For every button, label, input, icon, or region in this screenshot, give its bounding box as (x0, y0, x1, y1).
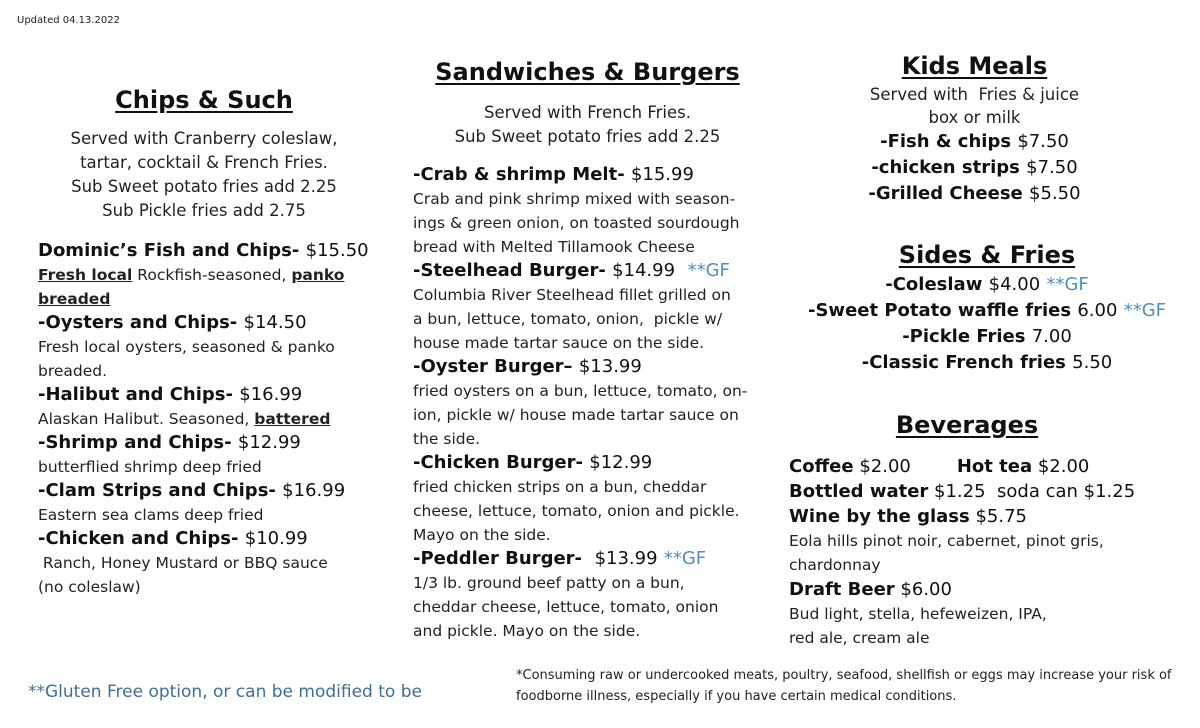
beverage-price: $2.00 (859, 456, 911, 477)
menu-item-title (38, 479, 398, 503)
beverage-row (789, 577, 1189, 602)
menu-item-name: -Shrimp and Chips- (38, 432, 232, 453)
menu-item-desc (38, 407, 398, 431)
chips-intro-line: tartar, cocktail & French Fries. (80, 153, 328, 172)
menu-item-price: 5.50 (1072, 352, 1113, 373)
menu-item-price: $14.50 (243, 312, 307, 333)
chips-intro-line: Sub Pickle fries add 2.75 (102, 201, 306, 220)
desc-line: chardonnay (789, 556, 881, 574)
desc-emphasis: battered (254, 410, 331, 428)
kids-heading: Kids Meals (901, 52, 1048, 80)
kids-item (797, 129, 1152, 155)
menu-item-price: $5.50 (1029, 183, 1081, 204)
menu-item-price: $16.99 (282, 480, 346, 501)
desc-line: Crab and pink shrimp mixed with season- (413, 190, 736, 208)
advisory-line: foodborne illness, especially if you have certain medical conditions. (516, 689, 957, 704)
gluten-free-badge: **GF (663, 548, 707, 569)
gluten-free-badge: **GF (687, 260, 730, 281)
beverage-desc (789, 602, 1189, 650)
menu-item-name: -Clam Strips and Chips- (38, 480, 276, 501)
gluten-free-badge: **GF (1046, 274, 1089, 295)
desc-line: cheddar cheese, lettuce, tomato, onion (413, 598, 719, 616)
menu-item-desc: butterflied shrimp deep fried (38, 458, 262, 476)
sandwiches-intro-line: Served with French Fries. (483, 103, 692, 122)
desc-line: the side. (413, 430, 481, 448)
desc-line: Columbia River Steelhead fillet grilled on (413, 286, 731, 304)
sides-item (797, 272, 1177, 298)
menu-item-name: -chicken strips (871, 157, 1020, 178)
desc-line: a bun, lettuce, tomato, onion, pickle w/ (413, 310, 723, 328)
menu-item-name: -Chicken and Chips- (38, 528, 239, 549)
menu-item-title (38, 527, 398, 551)
menu-item-desc (413, 187, 781, 259)
sandwiches-intro (415, 101, 760, 149)
menu-item-name: -Fish & chips (880, 131, 1012, 152)
beverage-name: Bottled water (789, 481, 929, 502)
beverage-desc (789, 529, 1189, 577)
menu-item-name: -Classic French fries (861, 352, 1066, 373)
sides-item (797, 324, 1177, 350)
desc-line: house made tartar sauce on the side. (413, 334, 705, 352)
beverages-list (789, 454, 1189, 650)
menu-item-price: 7.00 (1031, 326, 1072, 347)
menu-item-price: $7.50 (1026, 157, 1078, 178)
desc-line: Fresh local oysters, seasoned & panko (38, 338, 335, 356)
menu-item-name: Dominic’s Fish and Chips- (38, 240, 300, 261)
menu-item-price: $4.00 (988, 274, 1041, 295)
menu-item-price: 6.00 (1077, 300, 1118, 321)
menu-item-title (38, 311, 398, 335)
beverage-soda: soda can $1.25 (997, 481, 1136, 502)
menu-item-price: $15.50 (305, 240, 369, 261)
beverage-name: Wine by the glass (789, 506, 970, 527)
beverages-heading: Beverages (895, 411, 1039, 439)
beverage-name: Hot tea (956, 456, 1033, 477)
kids-item (797, 181, 1152, 207)
desc-text: Rockfish-seasoned, (132, 266, 292, 284)
menu-item-desc (38, 335, 398, 383)
gluten-free-note: **Gluten Free option, or can be modified to be (28, 682, 422, 702)
beverage-name: Draft Beer (789, 579, 895, 600)
menu-item-desc (413, 379, 781, 451)
kids-item (797, 155, 1152, 181)
sides-item (797, 350, 1177, 376)
beverage-price: $6.00 (900, 579, 952, 600)
chips-intro-line: Served with Cranberry coleslaw, (70, 129, 338, 148)
desc-emphasis: panko (291, 266, 345, 284)
menu-item-price: $10.99 (244, 528, 308, 549)
menu-item-price: $13.99 (578, 356, 642, 377)
menu-item-title (38, 383, 398, 407)
desc-line: Mayo on the side. (413, 526, 551, 544)
chips-menu-list (38, 239, 398, 599)
menu-item-name: -Oysters and Chips- (38, 312, 238, 333)
chips-intro (0, 127, 408, 223)
desc-line: cheese, lettuce, tomato, onion and pickle. (413, 502, 740, 520)
menu-item-price: $7.50 (1017, 131, 1069, 152)
beverage-name: Coffee (789, 456, 854, 477)
menu-item-name: -Coleslaw (885, 274, 983, 295)
desc-line: Ranch, Honey Mustard or BBQ sauce (38, 554, 328, 572)
desc-line: fried oysters on a bun, lettuce, tomato, on- (413, 382, 748, 400)
menu-item-name: -Oyster Burger– (413, 356, 573, 377)
sandwiches-intro-line: Sub Sweet potato fries add 2.25 (454, 127, 721, 146)
sides-heading: Sides & Fries (898, 241, 1076, 269)
sandwiches-menu-list (413, 163, 781, 643)
desc-line: bread with Melted Tillamook Cheese (413, 238, 695, 256)
desc-line: breaded. (38, 362, 108, 380)
desc-line: and pickle. Mayo on the side. (413, 622, 641, 640)
advisory-line: *Consuming raw or undercooked meats, poultry, seafood, shellfish or eggs may increase your risk of (516, 668, 1172, 683)
desc-line: red ale, cream ale (789, 629, 930, 647)
desc-emphasis: breaded (38, 290, 111, 308)
beverage-price: $5.75 (975, 506, 1027, 527)
sides-item (797, 298, 1177, 324)
consumer-advisory (516, 665, 1192, 707)
desc-line: ings & green onion, on toasted sourdough (413, 214, 740, 232)
menu-item-title (38, 239, 398, 263)
menu-item-desc: Eastern sea clams deep fried (38, 506, 264, 524)
menu-item-name: -Chicken Burger- (413, 452, 583, 473)
menu-item-name: -Pickle Fries (902, 326, 1026, 347)
menu-item-name: -Halibut and Chips- (38, 384, 233, 405)
beverage-row (789, 479, 1189, 504)
menu-item-desc (38, 263, 398, 311)
menu-item-title (413, 355, 781, 379)
menu-item-name: -Steelhead Burger- (413, 260, 606, 281)
menu-item-name: -Peddler Burger- (413, 548, 583, 569)
menu-item-desc (38, 551, 398, 599)
menu-item-name: -Crab & shrimp Melt- (413, 164, 625, 185)
menu-item-title (413, 163, 781, 187)
desc-text: Alaskan Halibut. Seasoned, (38, 410, 250, 428)
menu-item-desc (413, 475, 781, 547)
menu-item-desc (413, 571, 781, 643)
menu-item-price: $13.99 (594, 548, 658, 569)
beverage-price: $1.25 (934, 481, 986, 502)
sandwiches-heading: Sandwiches & Burgers (435, 58, 740, 86)
desc-line: (no coleslaw) (38, 578, 141, 596)
menu-item-price: $16.99 (239, 384, 303, 405)
desc-emphasis: Fresh local (38, 266, 133, 284)
menu-item-name: -Grilled Cheese (868, 183, 1023, 204)
kids-menu-list (797, 83, 1152, 207)
desc-line: fried chicken strips on a bun, cheddar (413, 478, 707, 496)
menu-item-price: $14.99 (612, 260, 676, 281)
desc-line: 1/3 lb. ground beef patty on a bun, (413, 574, 685, 592)
menu-item-name: -Sweet Potato waffle fries (808, 300, 1072, 321)
kids-intro-line: Served with Fries & juice (869, 85, 1080, 104)
beverage-row (789, 454, 1189, 479)
menu-item-title (38, 431, 398, 455)
desc-line: Eola hills pinot noir, cabernet, pinot gris, (789, 532, 1104, 550)
sides-menu-list (797, 272, 1177, 376)
desc-line: ion, pickle w/ house made tartar sauce on (413, 406, 739, 424)
beverage-row (789, 504, 1189, 529)
menu-item-title (413, 451, 781, 475)
menu-item-desc (413, 283, 781, 355)
menu-item-title (413, 547, 781, 571)
kids-intro-line: box or milk (928, 108, 1021, 127)
beverage-price: $2.00 (1037, 456, 1090, 477)
gluten-free-badge: **GF (1123, 300, 1166, 321)
updated-date: Updated 04.13.2022 (17, 15, 120, 26)
desc-line: Bud light, stella, hefeweizen, IPA, (789, 605, 1047, 623)
chips-heading: Chips & Such (115, 86, 293, 114)
menu-item-price: $15.99 (630, 164, 694, 185)
menu-item-title (413, 259, 781, 283)
chips-intro-line: Sub Sweet potato fries add 2.25 (71, 177, 337, 196)
menu-item-price: $12.99 (589, 452, 653, 473)
menu-item-price: $12.99 (237, 432, 301, 453)
